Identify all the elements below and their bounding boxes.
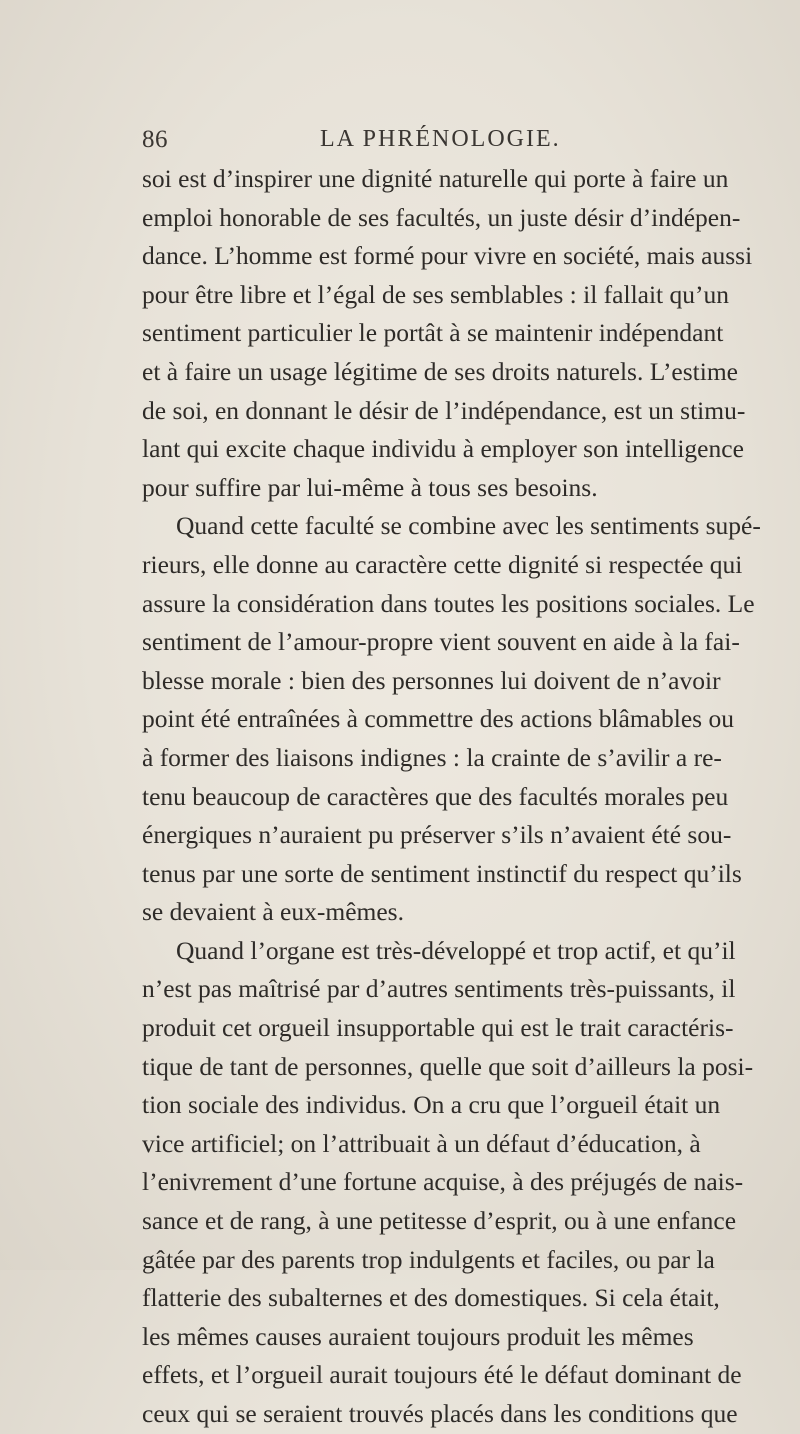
text-line: tenus par une sorte de sentiment instinctif du respect qu’ils [142,858,742,888]
text-line: point été entraînées à commettre des actions blâmables ou [142,704,734,734]
text-line: pour être libre et l’égal de ses semblables : il fallait qu’un [142,279,730,309]
paragraph-start-line: Quand l’organe est très-développé et trop actif, et qu’il [176,935,736,965]
text-line: pour suffire par lui-même à tous ses besoins. [142,472,598,502]
text-line: lant qui excite chaque individu à employer son intelligence [142,434,744,464]
text-line: les mêmes causes auraient toujours produit les mêmes [142,1321,694,1351]
text-line: ceux qui se seraient trouvés placés dans les conditions que [142,1399,738,1428]
text-line: et à faire un usage légitime de ses droits naturels. L’estime [142,356,739,386]
text-line: soi est d’inspirer une dignité naturelle qui porte à faire un [142,164,729,193]
text-line: à former des liaisons indignes : la crainte de s’avilir a re- [142,742,722,772]
text-line: sentiment de l’amour-propre vient souvent en aide à la fai- [142,627,740,657]
running-title: LA PHRÉNOLOGIE. [320,126,561,152]
text-line: produit cet orgueil insupportable qui est le trait caractéris- [142,1013,734,1043]
text-line: gâtée par des parents trop indulgents et faciles, ou par la [142,1244,715,1274]
page-number: 86 [142,126,168,153]
text-line: tique de tant de personnes, quelle que soit d’ailleurs la posi- [142,1051,754,1081]
text-line: tenu beaucoup de caractères que des facultés morales peu [142,781,729,811]
text-line: sance et de rang, à une petitesse d’esprit, ou à une enfance [142,1206,737,1236]
text-line: flatterie des subalternes et des domestiques. Si cela était, [142,1283,720,1313]
page-header [0,122,800,162]
text-line: rieurs, elle donne au caractère cette dignité si respectée qui [142,549,743,579]
text-line: énergiques n’auraient pu préserver s’ils n’avaient été sou- [142,820,732,850]
text-line: n’est pas maîtrisé par d’autres sentiments très-puissants, il [142,974,736,1004]
text-line: effets, et l’orgueil aurait toujours été le défaut dominant de [142,1360,742,1390]
text-line: vice artificiel; on l’attribuait à un défaut d’éducation, à [142,1128,701,1158]
text-line: blesse morale : bien des personnes lui doivent de n’avoir [142,665,721,695]
text-line: l’enivrement d’une fortune acquise, à des préjugés de nais- [142,1167,744,1197]
text-line: assure la considération dans toutes les positions sociales. Le [142,588,755,618]
text-line: tion sociale des individus. On a cru que l’orgueil était un [142,1090,721,1120]
body-text [142,160,761,1434]
text-line: dance. L’homme est formé pour vivre en société, mais aussi [142,241,753,271]
text-line: sentiment particulier le portât à se maintenir indépendant [142,318,724,348]
text-line: emploi honorable de ses facultés, un juste désir d’indépen- [142,202,741,232]
text-line: de soi, en donnant le désir de l’indépendance, est un stimu- [142,395,746,425]
paragraph-start-line: Quand cette faculté se combine avec les sentiments supé- [176,511,761,541]
text-line: se devaient à eux-mêmes. [142,897,404,927]
